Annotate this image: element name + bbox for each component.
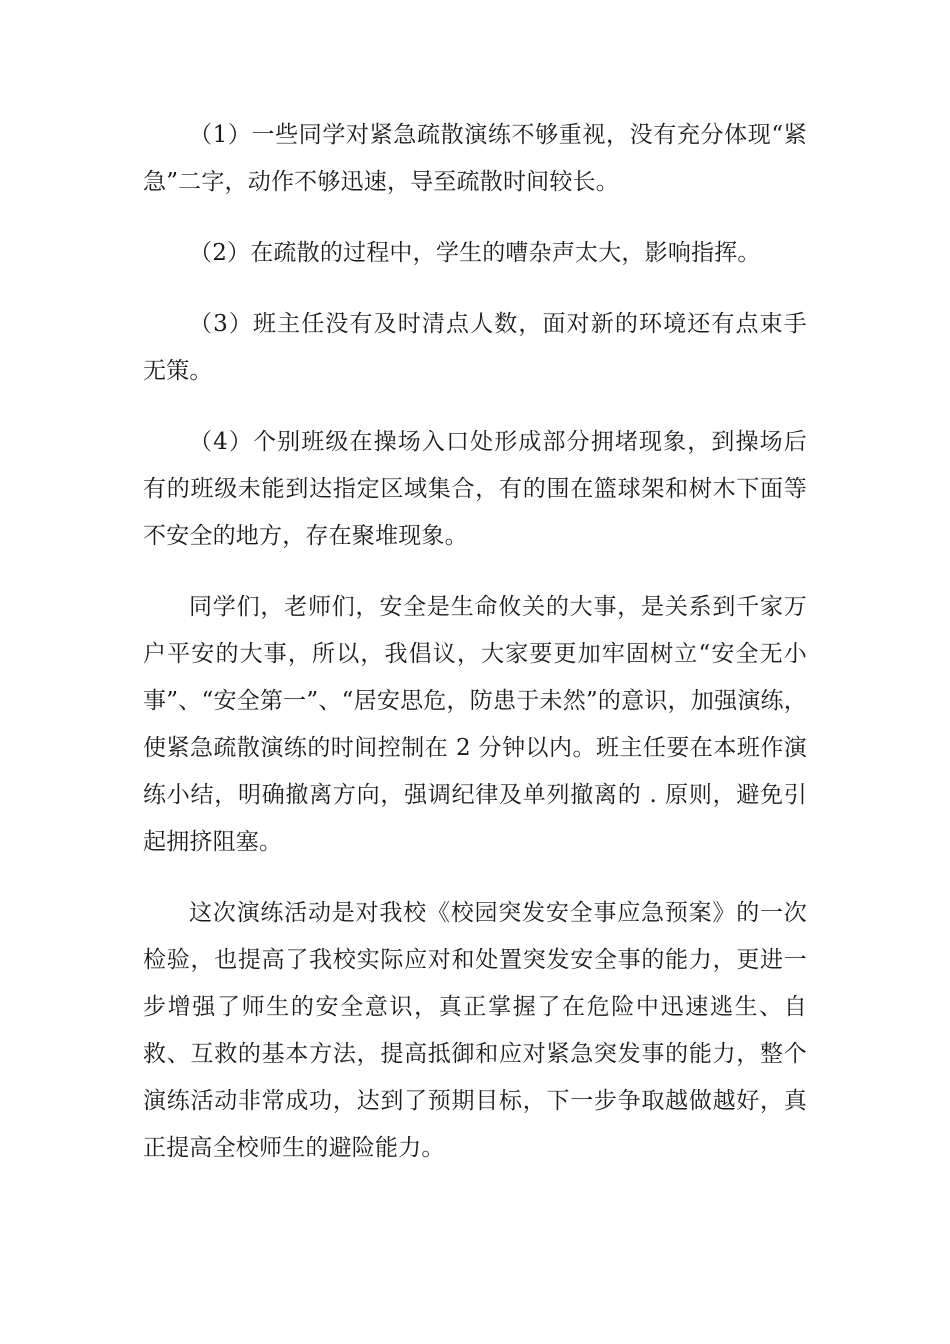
paragraph-point-4: （4）个别班级在操场入口处形成部分拥堵现象，到操场后有的班级未能到达指定区域集合，有的围在篮球架和树木下面等不安全的地方，存在聚堆现象。 xyxy=(143,429,807,549)
paragraph-appeal: 同学们，老师们，安全是生命攸关的大事，是关系到千家万户平安的大事，所以，我倡议，大家要更加牢固树立“安全无小事”、“安全第一”、“居安思危，防患于未然”的意识，加强演练，使紧急疏散演练的时间控制在 2 分钟以内。班主任要在本班作演练小结，明确撤离方向，强调纪律及单列撤离的 . 原则，避免引起拥挤阻塞。 xyxy=(143,594,807,855)
paragraph-point-3: （3）班主任没有及时清点人数，面对新的环境还有点束手无策。 xyxy=(143,311,807,384)
paragraph-point-2: （2）在疏散的过程中，学生的嘈杂声太大，影响指挥。 xyxy=(189,240,761,266)
paragraph-conclusion: 这次演练活动是对我校《校园突发安全事应急预案》的一次检验，也提高了我校实际应对和处置突发安全事的能力，更进一步增强了师生的安全意识，真正掌握了在危险中迅速逃生、自救、互救的基本方法，提高抵御和应对紧急突发事的能力，整个演练活动非常成功，达到了预期目标，下一步争取越做越好，真正提高全校师生的避险能力。 xyxy=(143,900,807,1161)
paragraph-point-1: （1）一些同学对紧急疏散演练不够重视，没有充分体现“紧急”二字，动作不够迅速，导至疏散时间较长。 xyxy=(143,122,807,195)
document-body xyxy=(143,112,807,1172)
